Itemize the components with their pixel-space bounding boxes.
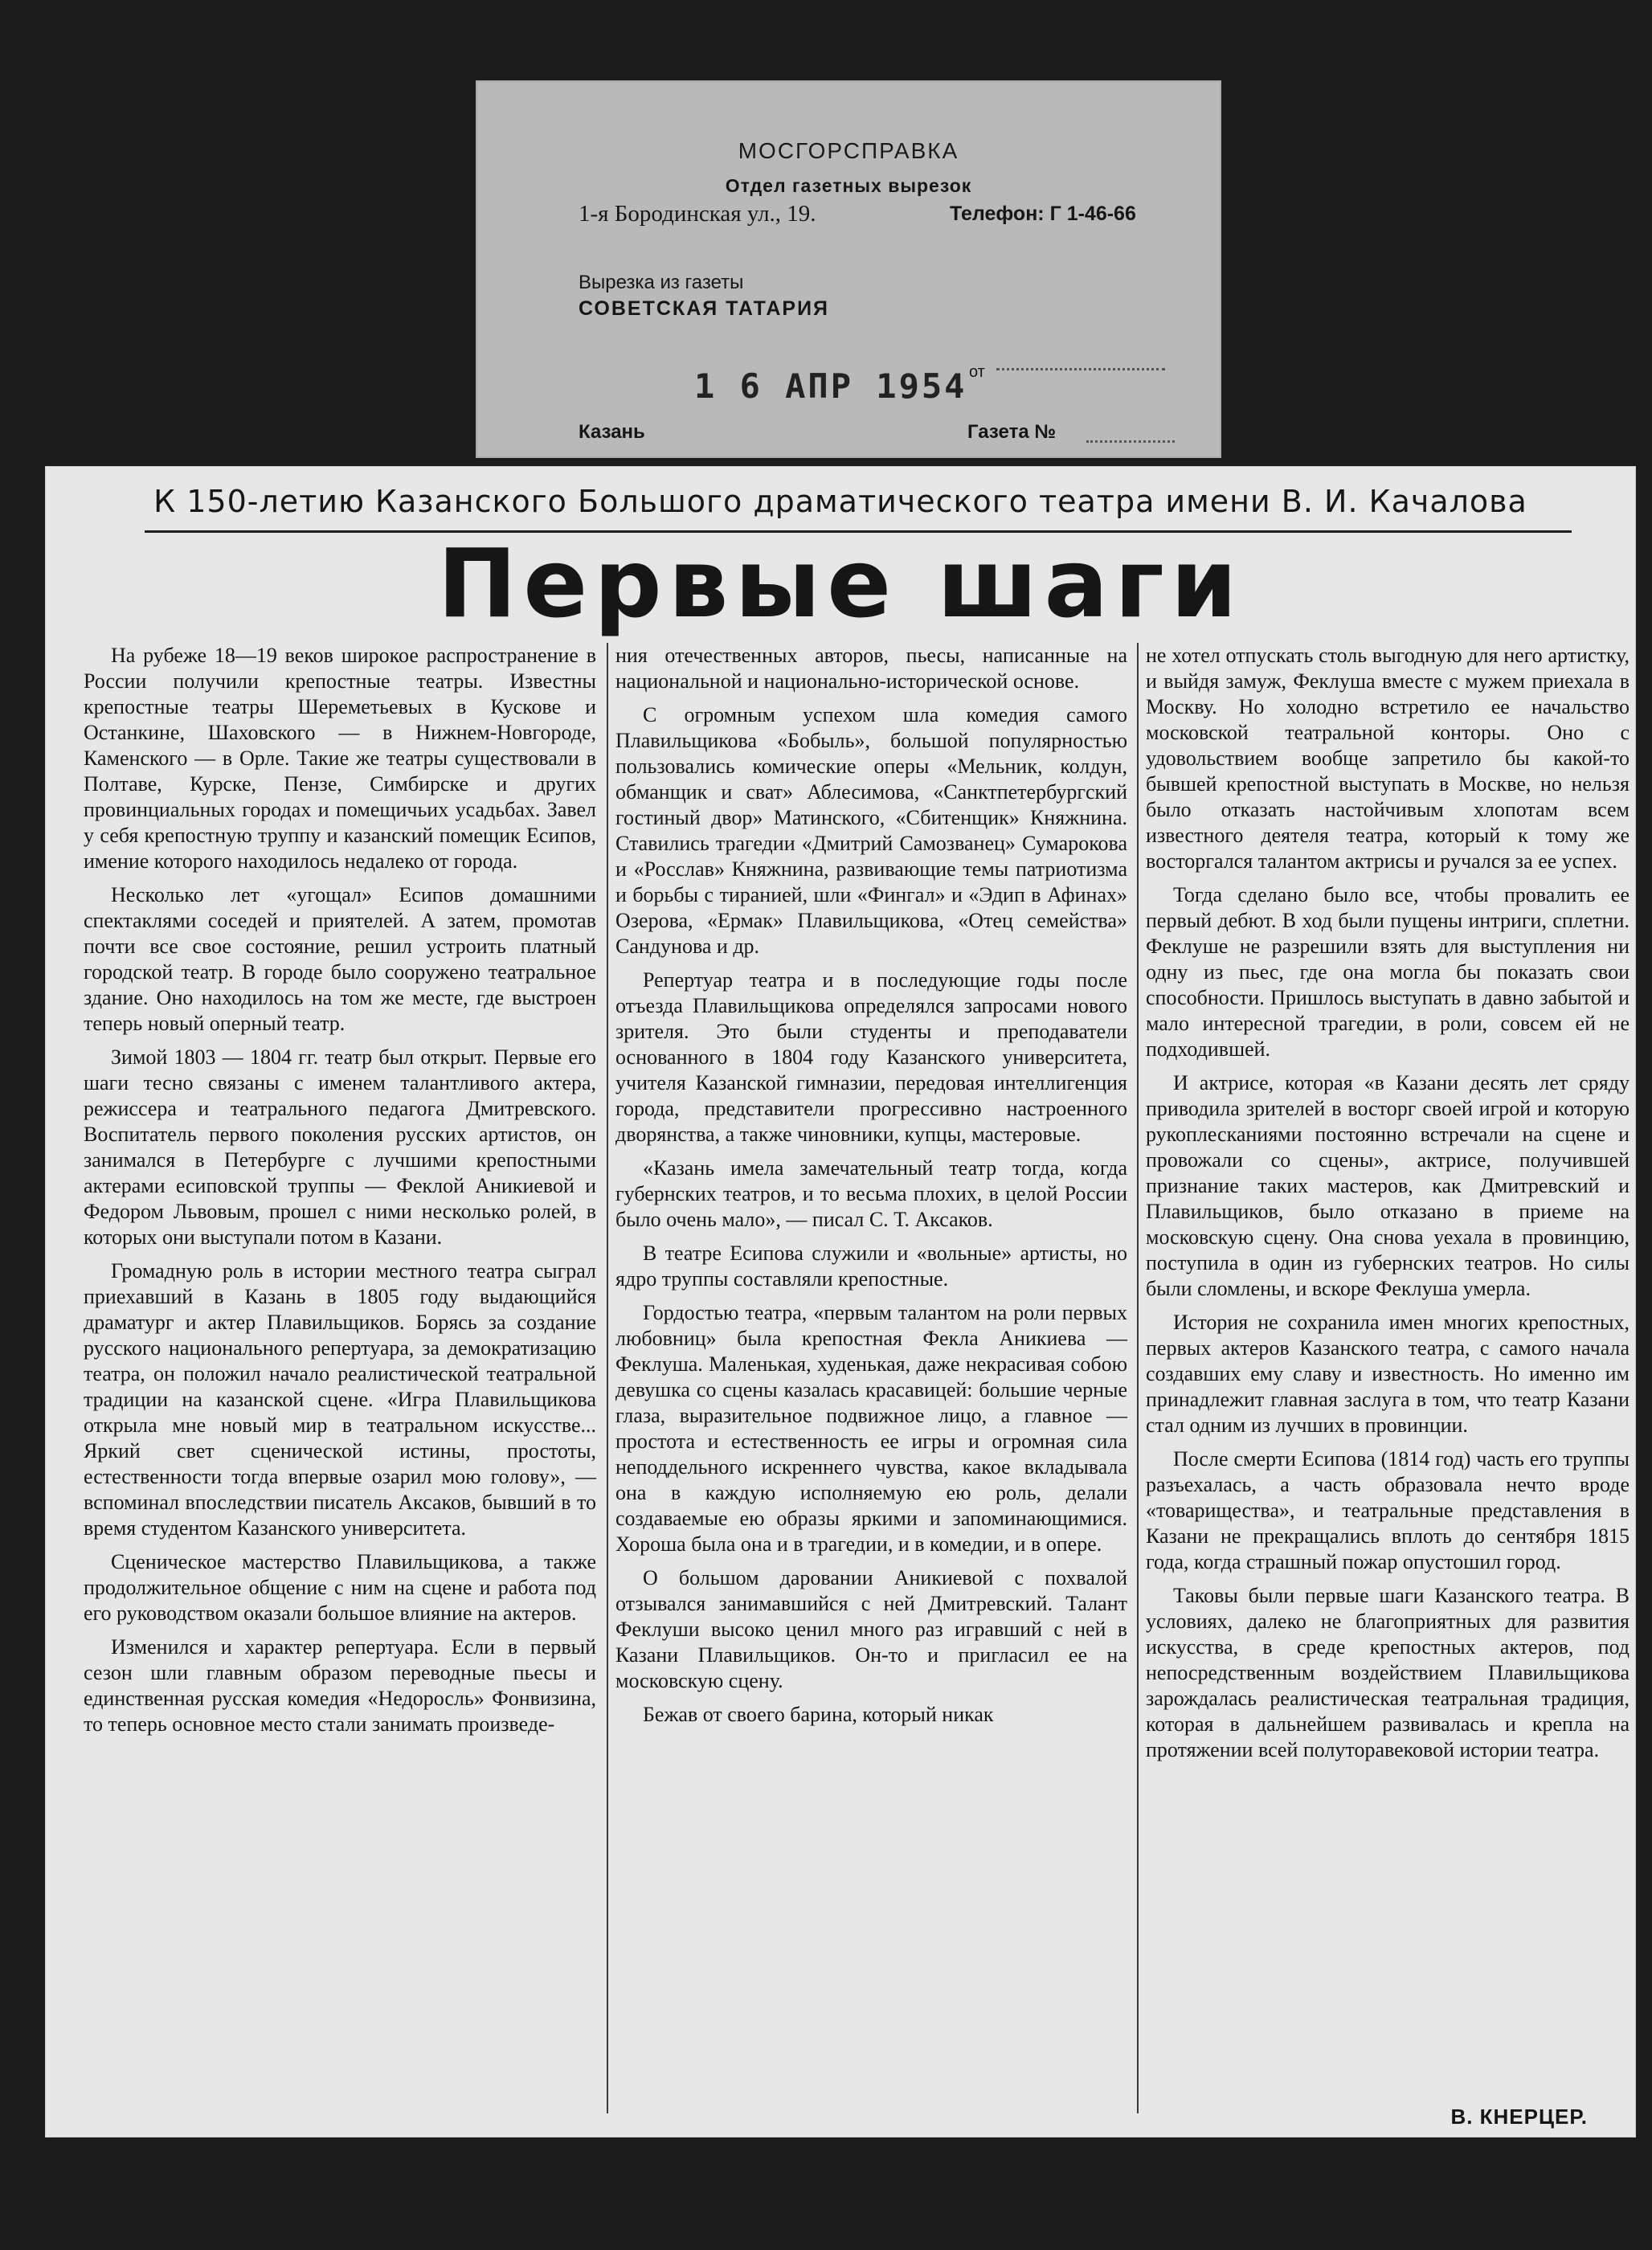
article-author: В. КНЕРЦЕР. xyxy=(1450,2105,1588,2129)
clipping-agency-label xyxy=(476,80,1221,458)
paragraph: Изменился и характер репертуара. Если в первый сезон шли главным образом переводные пьесы и единственная русская комедия «Недоросль» Фонвизина, то теперь основное место стали занимать произведе- xyxy=(84,1635,596,1736)
issue-number-label: Газета № xyxy=(967,421,1057,443)
paragraph: Гордостью театра, «первым талантом на роли первых любовниц» была крепостная Фекла Аникиева — Феклуша. Маленькая, худенькая, даже некрасивая собою девушка со сцены казалась красавицей: большие черные глаза, выразительное подвижное лицо, а главное — простота и естественность ее игры и огромная сила неподдельного искреннего чувства, какое вкладывала она в каждую исполняемую ею роль, делали создаваемые ею образы яркими и запоминающимися. Хороша была она и в трагедии, и в комедии, и в опере. xyxy=(615,1301,1127,1556)
agency-name: МОСГОРСПРАВКА xyxy=(738,138,959,163)
newspaper-clipping xyxy=(45,466,1636,2138)
from-label: от xyxy=(969,363,985,381)
paragraph: Несколько лет «угощал» Есипов домашними спектаклями соседей и приятелей. А затем, промотав почти все свое состояние, решил устроить платный городской театр. В городе было сооружено театральное здание. Оно находилось на том же месте, где выстроен теперь новый оперный театр. xyxy=(84,883,596,1035)
paragraph: О большом даровании Аникиевой с похвалой отзывался занимавшийся с ней Дмитревский. Талант Феклуши высоко ценил много раз игравший с ней в Казани Плавильщиков. Он-то и пригласил ее на московскую сцену. xyxy=(615,1566,1127,1692)
paragraph: «Казань имела замечательный театр тогда, когда губернских театров, и то весьма плохих, в целой России было очень мало», — писал С. Т. Аксаков. xyxy=(615,1156,1127,1231)
paragraph: Сценическое мастерство Плавильщикова, а также продолжительное общение с ним на сцене и работа под его руководством оказали большое влияние на актеров. xyxy=(84,1550,596,1625)
paragraph: ния отечественных авторов, пьесы, написанные на национальной и национально-исторической основе. xyxy=(615,644,1127,693)
newspaper-name: СОВЕТСКАЯ ТАТАРИЯ xyxy=(579,297,830,320)
paragraph: Зимой 1803 — 1804 гг. театр был открыт. Первые его шаги тесно связаны с именем талантливого актера, режиссера и театрального педагога Дмитревского. Воспитатель первого поколения русских артистов, он занимался в Петербурге с лучшими крепостными актерами есиповской труппы — Феклой Аникиевой и Федором Львовым, прошел с ними несколько ролей, в которых они выступали потом в Казани. xyxy=(84,1045,596,1249)
column-3 xyxy=(1146,643,1630,2138)
agency-phone: Телефон: Г 1-46-66 xyxy=(950,202,1136,225)
cut-from-label: Вырезка из газеты xyxy=(579,272,744,293)
article-body xyxy=(84,643,1630,2138)
paragraph: И актрисе, которая «в Казани десять лет сряду приводила зрителей в восторг своей игрой и которую рукоплесканиями постоянно встречали на сцене и провожали со сцены», актрисе, получившей признание таких мастеров, как Дмитревский и Плавильщиков, было отказано в приеме на московскую сцену. Она снова уехала в провинцию, поступила в один из губернских театров. Но силы были сломлены, и вскоре Феклуша умерла. xyxy=(1146,1071,1630,1300)
paragraph: История не сохранила имен многих крепостных, первых актеров Казанского театра, с самого начала создавших ему славу и известность. Но именно им принадлежит главная заслуга в том, что театр Казани стал одним из лучших в провинции. xyxy=(1146,1311,1630,1437)
paragraph: не хотел отпускать столь выгодную для него артистку, и выйдя замуж, Феклуша вместе с мужем приехала в Москву. Но холодно встретило ее начальство московской театральной конторы. Оно с удовольствием вообще запретило бы какой-то бывшей крепостной выступать в Москве, но нельзя было отказать настойчивым хлопотам всем известного деятеля театра, который к тому же восторгался талантом актрисы и ручался за ее успех. xyxy=(1146,644,1630,873)
article-kicker: К 150-летию Казанского Большого драматического театра имени В. И. Качалова xyxy=(153,484,1527,519)
column-divider xyxy=(607,643,608,2113)
date-blank-line xyxy=(996,368,1165,370)
department-name: Отдел газетных вырезок xyxy=(725,175,972,196)
paragraph: В театре Есипова служили и «вольные» артисты, но ядро труппы составляли крепостные. xyxy=(615,1242,1127,1291)
paragraph: После смерти Есипова (1814 год) часть его труппы разъехалась, а часть образовала нечто вроде «товарищества», и театральные представления в Казани не прекращались вплоть до сентября 1815 года, когда страшный пожар опустошил город. xyxy=(1146,1447,1630,1573)
date-stamp: 1 6 АПР 1954 xyxy=(694,366,967,406)
paragraph: С огромным успехом шла комедия самого Плавильщикова «Бобыль», большой популярностью пользовались комические оперы «Мельник, колдун, обманщик и сват» Аблесимова, «Санктпетербургский гостиный двор» Матинского, «Сбитенщик» Княжнина. Ставились трагедии «Дмитрий Самозванец» Сумарокова и «Росслав» Княжнина, развивающие темы патриотизма и борьбы с тиранией, шли «Фингал» и «Эдип в Афинах» Озерова, «Ермак» Плавильщикова, «Отец семейства» Сандунова и др. xyxy=(615,703,1127,958)
paragraph: Репертуар театра и в последующие годы после отъезда Плавильщикова определялся запросами нового зрителя. Это были студенты и преподаватели основанного в 1804 году Казанского университета, учителя Казанской гимназии, передовая интеллигенция города, представители прогрессивно настроенного дворянства, а также чиновники, купцы, мастеровые. xyxy=(615,968,1127,1146)
paragraph: Громадную роль в истории местного театра сыграл приехавший в Казань в 1805 году выдающийся драматург и актер Плавильщиков. Борясь за создание русского национального репертуара, за демократизацию театра, он положил начало реалистической театральной традиции на казанской сцене. «Игра Плавильщикова открыла мне новый мир в театральном искусстве... Яркий свет сценической истины, простоты, естественности тогда впервые озарил мою голову», — вспоминал впоследствии писатель Аксаков, бывший в то время студентом Казанского университета. xyxy=(84,1259,596,1540)
paragraph: На рубеже 18—19 веков широкое распространение в России получили крепостные театры. Известны крепостные театры Шереметьевых в Кускове и Останкине, Шаховского — в Нижнем-Новгороде, Каменского — в Орле. Такие же театры существовали в Полтаве, Курске, Пензе, Симбирске и других провинциальных городах и помещичьих усадьбах. Завел у себя крепостную труппу и казанский помещик Есипов, имение которого находилось недалеко от города. xyxy=(84,644,596,873)
agency-address: 1-я Бородинская ул., 19. xyxy=(579,201,816,227)
issue-blank-line xyxy=(1086,440,1175,443)
column-1 xyxy=(84,643,596,2138)
column-divider xyxy=(1137,643,1139,2113)
paragraph: Таковы были первые шаги Казанского театра. В условиях, далеко не благоприятных для развития искусства, в среде крепостных актеров, под непосредственным воздействием Плавильщикова зарождалась реалистическая театральная традиция, которая в дальнейшем развивалась и крепла на протяжении всей полуторавековой истории театра. xyxy=(1146,1584,1630,1761)
article-title: Первые шаги xyxy=(437,528,1244,639)
city-label: Казань xyxy=(579,421,645,443)
paragraph: Бежав от своего барина, который никак xyxy=(643,1703,994,1726)
column-2 xyxy=(615,643,1127,2138)
paragraph: Тогда сделано было все, чтобы провалить ее первый дебют. В ход были пущены интриги, сплетни. Феклуше не разрешили взять для выступления ни одну из пьес, где она могла бы показать свои способности. Пришлось выступать в давно забытой и мало интересной трагедии, в роли, совсем ей не подходившей. xyxy=(1146,883,1630,1061)
